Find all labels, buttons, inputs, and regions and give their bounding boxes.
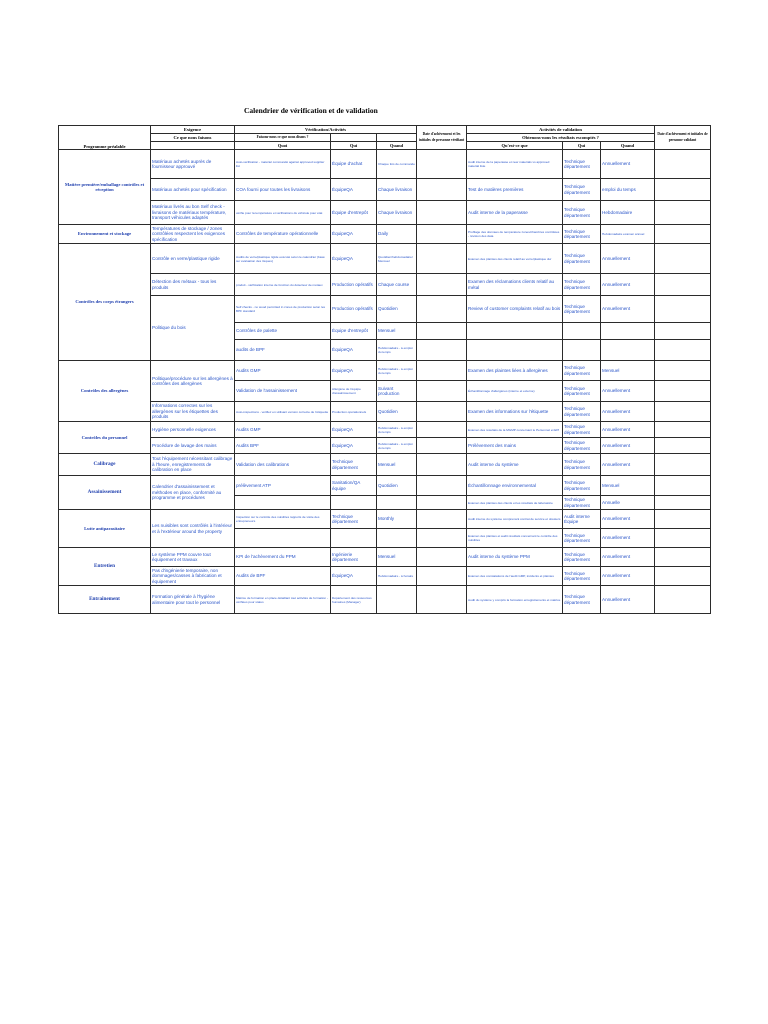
header-verification-sub: Faisons-nous ce que nous disons ? xyxy=(235,134,331,142)
verification-quand-cell: Hebdomadaire - à horaire xyxy=(377,567,417,586)
validation-quoi-cell: Audit du système y compris la formation enregistrements et matrice xyxy=(467,586,563,614)
validation-quand-cell: Annuellement xyxy=(601,150,655,179)
validation-qui-cell: Technique département xyxy=(563,274,601,296)
validation-quand-cell: Annuelle xyxy=(601,496,655,510)
validation-quand-cell: Annuellement xyxy=(601,510,655,529)
header-exigence: Exigence xyxy=(151,126,235,134)
verification-quand-cell: Quotidien/hebdomadaire/ Mensuel xyxy=(377,244,417,274)
header-verification: Vérification/Activités xyxy=(235,126,417,134)
verification-quand-cell xyxy=(377,586,417,614)
validation-qui-cell: Technique département xyxy=(563,454,601,476)
verification-quand-cell: Hebdomadaire - à emploi du temps xyxy=(377,361,417,381)
verification-quoi-cell: Contrôles de palette xyxy=(235,323,331,340)
exigence-cell: Le système PPM couvre tout équipement et travaux xyxy=(151,548,235,567)
validation-quoi-cell: Examen des constatations de l'audit GMP, incidents et plaintes xyxy=(467,567,563,586)
verification-quand-cell: Mensuel xyxy=(377,454,417,476)
table-row xyxy=(59,296,711,323)
validation-qui-cell: Technique département xyxy=(563,225,601,244)
date-validating-cell xyxy=(655,225,711,244)
date-verifying-cell xyxy=(417,529,467,548)
verification-qui-cell: Production opératifs xyxy=(331,274,377,296)
table-row xyxy=(59,422,711,438)
date-validating-cell xyxy=(655,150,711,179)
date-verifying-cell xyxy=(417,381,467,402)
validation-quand-cell: Annuellement xyxy=(601,586,655,614)
validation-quoi-cell: Audit interne du système xyxy=(467,454,563,476)
verification-quand-cell: Chaque livraison xyxy=(377,179,417,201)
exigence-cell: Politique du bois xyxy=(151,296,235,361)
verification-quand-cell: Suivant production xyxy=(377,381,417,402)
verification-quoi-cell xyxy=(235,496,331,510)
table-row xyxy=(59,244,711,274)
validation-qui-cell: Technique département xyxy=(563,529,601,548)
validation-quoi-cell: Examen des résultats de la MGMP concernant le Personnel et EPI xyxy=(467,422,563,438)
header-date-verifying: Date d'achèvement et les initiales de personne vérifiant xyxy=(417,126,467,150)
date-validating-cell xyxy=(655,510,711,529)
verification-quoi-cell: audits de BPF xyxy=(235,340,331,361)
table-row xyxy=(59,402,711,422)
header-quand: Quand xyxy=(377,142,417,150)
table-row xyxy=(59,438,711,454)
validation-qui-cell: Technique département xyxy=(563,296,601,323)
date-verifying-cell xyxy=(417,274,467,296)
validation-quoi-cell: Test de matières premières xyxy=(467,179,563,201)
verification-quand-cell: Hebdomadaire - à emploi du temps xyxy=(377,438,417,454)
verification-table xyxy=(58,125,711,614)
date-validating-cell xyxy=(655,296,711,323)
verification-quoi-cell: Inspection sur le contrôle des nuisibles rapports de visite des entrepreneurs xyxy=(235,510,331,529)
verification-quoi-cell: Auto-inspections - vérifiez en utilisant version correcte de l'étiquette xyxy=(235,402,331,422)
validation-qui-cell: Technique département xyxy=(563,438,601,454)
verification-qui-cell xyxy=(331,496,377,510)
date-validating-cell xyxy=(655,422,711,438)
verification-quoi-cell: KPI de l'achèvement du PPM xyxy=(235,548,331,567)
programme-cell: Environnement et stockage xyxy=(59,225,151,244)
validation-qui-cell xyxy=(563,340,601,361)
verification-quand-cell xyxy=(377,529,417,548)
validation-qui-cell: Technique département xyxy=(563,201,601,225)
validation-quand-cell: Annuellement xyxy=(601,438,655,454)
validation-quand-cell: Mensuel xyxy=(601,476,655,496)
validation-quoi-cell: Examen des plaintes liées à allergènes xyxy=(467,361,563,381)
verification-qui-cell: Département des ressources humaines (Manager) xyxy=(331,586,377,614)
validation-qui-cell: Technique département xyxy=(563,244,601,274)
verification-quand-cell: Quotidien xyxy=(377,476,417,496)
date-verifying-cell xyxy=(417,510,467,529)
table-row xyxy=(59,476,711,496)
table-row xyxy=(59,454,711,476)
verification-quoi-cell: Audits BPF xyxy=(235,438,331,454)
verification-quand-cell: Mensuel xyxy=(377,548,417,567)
date-verifying-cell xyxy=(417,361,467,381)
exigence-cell: Calendrier d'assainissement et méthodes en place, conformité au programme et procédures xyxy=(151,476,235,510)
verification-qui-cell: Sanitation/QA équipe xyxy=(331,476,377,496)
date-validating-cell xyxy=(655,244,711,274)
validation-quand-cell: emploi du temps xyxy=(601,179,655,201)
header-date-validating: Date d'achèvement et initiales de personne validant xyxy=(655,126,711,150)
date-verifying-cell xyxy=(417,586,467,614)
validation-quoi-cell: Échantillonnage environnemental xyxy=(467,476,563,496)
validation-qui-cell: Technique département xyxy=(563,361,601,381)
verification-quoi-cell: COA fourni pour toutes les livraisons xyxy=(235,179,331,201)
date-verifying-cell xyxy=(417,340,467,361)
exigence-cell: Tout l'équipement nécessitant calibrage à l'heure, enregistrements de calibration en place xyxy=(151,454,235,476)
table-row xyxy=(59,150,711,179)
validation-qui-cell: Technique département xyxy=(563,548,601,567)
verification-qui-cell: Équipe d'achat xyxy=(331,150,377,179)
verification-quoi-cell: Contrôles de température opérationnelle xyxy=(235,225,331,244)
verification-qui-cell: Ingénierie département xyxy=(331,548,377,567)
table-row xyxy=(59,201,711,225)
validation-quand-cell: Hebdomadaire examen annuel xyxy=(601,225,655,244)
date-verifying-cell xyxy=(417,567,467,586)
verification-quoi-cell: vérifie pour la température et vérifications du véhicule pour état xyxy=(235,201,331,225)
verification-qui-cell: ÉquipeQA xyxy=(331,422,377,438)
validation-quand-cell: Mensuel xyxy=(601,361,655,381)
exigence-cell: Températures de stockage / zones contrôlées respectent les exigences spécification xyxy=(151,225,235,244)
programme-cell: Assainissement xyxy=(59,476,151,510)
date-validating-cell xyxy=(655,438,711,454)
programme-cell: Contrôles des allergènes xyxy=(59,361,151,422)
date-validating-cell xyxy=(655,548,711,567)
verification-quand-cell: Quotidien xyxy=(377,402,417,422)
programme-cell: Contrôles du personnel xyxy=(59,422,151,454)
exigence-cell: Procédure de lavage des mains xyxy=(151,438,235,454)
header-qui: Qui xyxy=(331,142,377,150)
validation-qui-cell: Audit interne Équipe xyxy=(563,510,601,529)
exigence-cell: Les nuisibles sont contrôlés à l'intérieur et à l'extérieur around the property xyxy=(151,510,235,548)
date-validating-cell xyxy=(655,274,711,296)
verification-qui-cell: Équipe d'entrepôt xyxy=(331,323,377,340)
date-verifying-cell xyxy=(417,244,467,274)
verification-quoi-cell: Auto-vérification - matériel commandé against approved supplier list xyxy=(235,150,331,179)
validation-quand-cell: Annuellement xyxy=(601,296,655,323)
validation-quoi-cell: Échantillonnage d'allergènes (interne et externe) xyxy=(467,381,563,402)
verification-quand-cell: Quotidien xyxy=(377,296,417,323)
programme-cell: Entretien xyxy=(59,548,151,586)
programme-cell: Calibrage xyxy=(59,454,151,476)
validation-quand-cell: Hebdomadaire xyxy=(601,201,655,225)
verification-quand-cell: Monthly xyxy=(377,510,417,529)
verification-qui-cell: ÉquipeQA xyxy=(331,438,377,454)
document-title: Calendrier de vérification et de validation xyxy=(244,106,378,115)
validation-quoi-cell: Review of customer complaints relatif au bois xyxy=(467,296,563,323)
validation-quoi-cell: Examen des réclamations clients relatif au métal xyxy=(467,274,563,296)
date-validating-cell xyxy=(655,567,711,586)
date-verifying-cell xyxy=(417,402,467,422)
verification-quoi-cell xyxy=(235,529,331,548)
date-validating-cell xyxy=(655,454,711,476)
validation-qui-cell: Technique département xyxy=(563,381,601,402)
table-row xyxy=(59,567,711,586)
validation-quoi-cell: Examen des plaintes des clients relatif au verre/plastique dur xyxy=(467,244,563,274)
date-verifying-cell xyxy=(417,201,467,225)
table-row xyxy=(59,361,711,381)
validation-quoi-cell: Examen des informations sur l'étiquette xyxy=(467,402,563,422)
validation-quand-cell: Annuellement xyxy=(601,422,655,438)
validation-qui-cell: Technique département xyxy=(563,586,601,614)
verification-qui-cell: Technique département xyxy=(331,510,377,529)
header-validation-sub: Obtenons-nous les résultats escomptés ? xyxy=(467,134,655,142)
verification-qui-cell: ÉquipeQA xyxy=(331,225,377,244)
date-validating-cell xyxy=(655,361,711,381)
verification-qui-cell: Allergène de l'équipe d'assainissement xyxy=(331,381,377,402)
header-empty xyxy=(331,134,377,142)
table-row xyxy=(59,548,711,567)
validation-quand-cell: Annuellement xyxy=(601,381,655,402)
validation-quand-cell: Annuellement xyxy=(601,454,655,476)
exigence-cell: Politique/procédure sur les allergènes à contrôles des allergènes xyxy=(151,361,235,402)
verification-quand-cell xyxy=(377,496,417,510)
validation-qui-cell: Technique département xyxy=(563,567,601,586)
verification-quoi-cell: Self checks - no wood permitted in zones de production selon les BPF standard xyxy=(235,296,331,323)
validation-quand-cell xyxy=(601,340,655,361)
validation-quoi-cell: Examen des plaintes et audit résultats concernant le contrôle des nuisibles xyxy=(467,529,563,548)
programme-cell: Entraînement xyxy=(59,586,151,614)
date-validating-cell xyxy=(655,529,711,548)
validation-quand-cell: Annuellement xyxy=(601,402,655,422)
verification-quoi-cell: Audits GMP xyxy=(235,361,331,381)
table-row xyxy=(59,510,711,529)
validation-quand-cell: Annuellement xyxy=(601,274,655,296)
programme-cell: Matière première/emballage contrôles et réception xyxy=(59,150,151,225)
header-exigence-sub: Ce que nous faisons xyxy=(151,134,235,142)
validation-quoi-cell: Profilage des données de température zones/chambres contrôlées - révision des data xyxy=(467,225,563,244)
validation-qui-cell: Technique département xyxy=(563,496,601,510)
validation-quoi-cell xyxy=(467,323,563,340)
validation-quoi-cell xyxy=(467,340,563,361)
verification-quand-cell: Chaque course xyxy=(377,274,417,296)
validation-quand-cell xyxy=(601,323,655,340)
validation-quoi-cell: Audit interne de la paperasse et new materials vs approved material liste xyxy=(467,150,563,179)
exigence-cell: Contrôle en verre/plastique rigide xyxy=(151,244,235,274)
validation-quoi-cell: Audit interne du système comprenant contrat de service et dossiers xyxy=(467,510,563,529)
verification-quoi-cell: Audits de verre/plastique rigide exécuté selon le calendrier (basé sur évaluation des risques) xyxy=(235,244,331,274)
exigence-cell: Pas d'ingénierie temporaire, non dommages/casses à fabrication et équipement xyxy=(151,567,235,586)
exigence-cell: Hygiène personnelle exigences xyxy=(151,422,235,438)
date-verifying-cell xyxy=(417,476,467,496)
verification-quand-cell: Chaque livraison xyxy=(377,201,417,225)
verification-qui-cell: ÉquipeQA xyxy=(331,244,377,274)
validation-quoi-cell: Examen des plaintes des clients et les résultats de laboratoire xyxy=(467,496,563,510)
exigence-cell: Matériaux achetés auprès de fournisseur approuvé xyxy=(151,150,235,179)
validation-qui-cell: Technique département xyxy=(563,179,601,201)
table-row xyxy=(59,225,711,244)
header-empty xyxy=(377,134,417,142)
verification-quoi-cell: Audits GMP xyxy=(235,422,331,438)
verification-qui-cell: ÉquipeQA xyxy=(331,361,377,381)
validation-quand-cell: Annuellement xyxy=(601,567,655,586)
verification-quoi-cell: Validation de l'assainissement xyxy=(235,381,331,402)
header-quoi-validation: Qu'est-ce que xyxy=(467,142,563,150)
validation-quand-cell: Annuellement xyxy=(601,548,655,567)
exigence-cell: Matériaux livrés au bon Self check - livraisons de matériaux température, transport véhicules adaptés xyxy=(151,201,235,225)
verification-quoi-cell: produit - vérification interne de fonction du détecteur de métaux xyxy=(235,274,331,296)
validation-quand-cell: Annuellement xyxy=(601,244,655,274)
verification-quand-cell: Chaque fois de commande xyxy=(377,150,417,179)
verification-quoi-cell: Matrice de formation en place détaillant tout activités de formation - vérifiées pour status xyxy=(235,586,331,614)
validation-qui-cell: Technique département xyxy=(563,422,601,438)
verification-qui-cell: ÉquipeQA xyxy=(331,567,377,586)
date-verifying-cell xyxy=(417,548,467,567)
programme-cell: Contrôles des corps étrangers xyxy=(59,244,151,361)
verification-qui-cell: ÉquipeQA xyxy=(331,340,377,361)
date-validating-cell xyxy=(655,179,711,201)
validation-quand-cell: Annuellement xyxy=(601,529,655,548)
header-quoi: Quoi xyxy=(235,142,331,150)
programme-cell: Lutte antiparasitaire xyxy=(59,510,151,548)
verification-qui-cell: Production opérationnels xyxy=(331,402,377,422)
exigence-cell: Matériaux achetés pour spécification xyxy=(151,179,235,201)
date-verifying-cell xyxy=(417,323,467,340)
table-row xyxy=(59,586,711,614)
verification-qui-cell: Production opératifs xyxy=(331,296,377,323)
header-validation: Activités de validation xyxy=(467,126,655,134)
date-validating-cell xyxy=(655,586,711,614)
verification-qui-cell xyxy=(331,529,377,548)
date-validating-cell xyxy=(655,381,711,402)
exigence-cell: Informations correctes sur les allergènes sur les étiquettes des produits xyxy=(151,402,235,422)
date-validating-cell xyxy=(655,323,711,340)
validation-quoi-cell: Prélèvement des mains xyxy=(467,438,563,454)
verification-qui-cell: Équipe d'entrepôt xyxy=(331,201,377,225)
validation-quoi-cell: Audit interne de la paperasse xyxy=(467,201,563,225)
date-verifying-cell xyxy=(417,496,467,510)
verification-quand-cell: Hebdomadaire - à emploi du temps xyxy=(377,340,417,361)
validation-qui-cell xyxy=(563,323,601,340)
verification-quoi-cell: prélèvement ATP xyxy=(235,476,331,496)
date-validating-cell xyxy=(655,476,711,496)
table-row xyxy=(59,179,711,201)
verification-quoi-cell: Audits de BPF xyxy=(235,567,331,586)
header-programme: Programme préalable xyxy=(59,126,151,150)
verification-quand-cell: Mensuel xyxy=(377,323,417,340)
date-validating-cell xyxy=(655,201,711,225)
date-verifying-cell xyxy=(417,179,467,201)
exigence-cell: Formation générale à l'hygiène alimentaire pour tout le personnel xyxy=(151,586,235,614)
verification-qui-cell: Technique département xyxy=(331,454,377,476)
date-verifying-cell xyxy=(417,454,467,476)
date-verifying-cell xyxy=(417,150,467,179)
validation-qui-cell: Technique département xyxy=(563,402,601,422)
date-validating-cell xyxy=(655,402,711,422)
date-verifying-cell xyxy=(417,438,467,454)
exigence-cell: Détection des métaux - tous les produits xyxy=(151,274,235,296)
date-verifying-cell xyxy=(417,296,467,323)
header-empty xyxy=(151,142,235,150)
verification-quand-cell: Daily xyxy=(377,225,417,244)
verification-quoi-cell: Validation des calibrations xyxy=(235,454,331,476)
validation-qui-cell: Technique département xyxy=(563,150,601,179)
validation-qui-cell: Technique département xyxy=(563,476,601,496)
header-qui-validation: Qui xyxy=(563,142,601,150)
table-row xyxy=(59,274,711,296)
verification-quand-cell: Hebdomadaire - à emploi du temps xyxy=(377,422,417,438)
date-verifying-cell xyxy=(417,225,467,244)
date-validating-cell xyxy=(655,496,711,510)
header-quand-validation: Quand xyxy=(601,142,655,150)
validation-quoi-cell: Audit interne du système PPM xyxy=(467,548,563,567)
date-validating-cell xyxy=(655,340,711,361)
verification-qui-cell: ÉquipeQA xyxy=(331,179,377,201)
date-verifying-cell xyxy=(417,422,467,438)
